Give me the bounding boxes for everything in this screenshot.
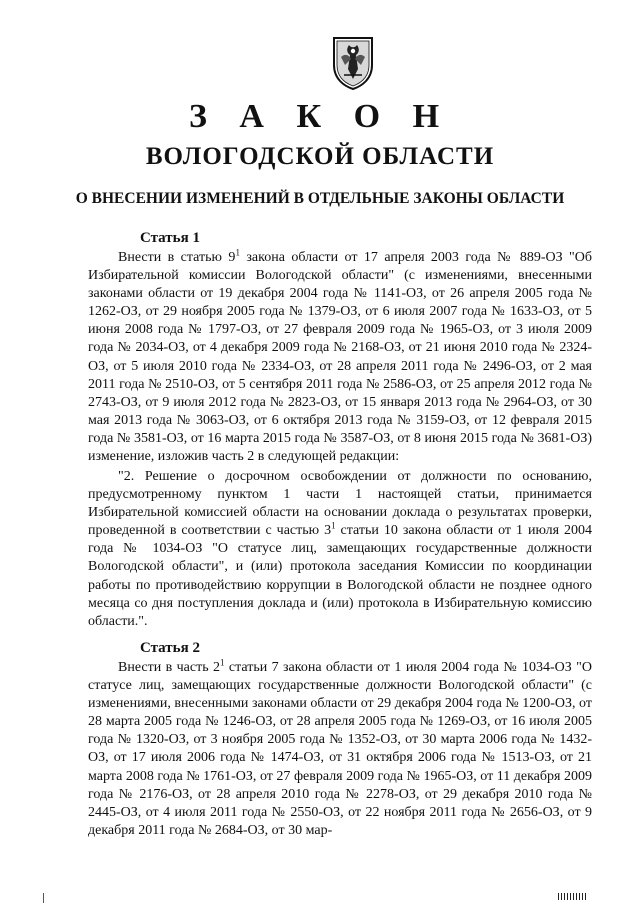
article-2-heading: Статья 2	[140, 640, 200, 656]
article-1-heading: Статья 1	[140, 230, 200, 246]
vologda-coat-of-arms-icon	[331, 35, 375, 91]
document-title: З А К О Н	[188, 98, 452, 135]
article-2-paragraph-1: Внести в часть $2^1$ статьи 7 закона области от 1 июля 2004 года № 1034-ОЗ "О статусе лиц, замещающих государственные должности Вологодской области" (с изменениями, внесенными законами области от 29 декабря 2004 года № 1200-ОЗ, от 28 марта 2005 года № 1246-ОЗ, от 28 апреля 2005 года № 1269-ОЗ, от 16 июля 2005 года № 1320-ОЗ, от 3 ноября 2005 года № 1352-ОЗ, от 30 марта 2006 года № 1432-ОЗ, от 17 июля 2006 года № 1474-ОЗ, от 31 октября 2006 года № 1513-ОЗ, от 21 марта 2008 года № 1761-ОЗ, от 27 февраля 2009 года № 1965-ОЗ, от 11 декабря 2009 года № 2176-ОЗ, от 28 апреля 2010 года № 2278-ОЗ, от 29 декабря 2010 года № 2445-ОЗ, от 4 июля 2011 года № 2550-ОЗ, от 22 ноября 2011 года № 2656-ОЗ, от 9 декабря 2011 года № 2684-ОЗ, от 30 мар-	[88, 657, 592, 838]
article-1-paragraph-2: "2. Решение о досрочном освобождении от должности по основанию, предусмотренному пунктом 1 части 1 настоящей статьи, принимается Избирательной комиссией области на основании доклада о результатах проверки, проведенной в соответствии с частью $3^1$ статьи 10 закона области от 1 июля 2004 года № 1034-ОЗ "О статусе лиц, замещающих государственные должности Вологодской области", и (или) протокола заседания Комиссии по координации работы по противодействию коррупции в Вологодской области не позднее одного месяца со дня поступления доклада и (или) протокола в Избирательную комиссию области.".	[88, 469, 592, 629]
barcode-mark	[558, 893, 588, 900]
law-title: О ВНЕСЕНИИ ИЗМЕНЕНИЙ В ОТДЕЛЬНЫЕ ЗАКОНЫ ОБЛАСТИ	[75, 190, 565, 207]
region-title: ВОЛОГОДСКОЙ ОБЛАСТИ	[145, 143, 495, 170]
article-1-paragraph-1: Внести в статью $9^1$ закона области от 17 апреля 2003 года № 889-ОЗ "Об Избирательной комиссии Вологодской области" (с изменениями, внесенными законами области от 19 декабря 2004 года № 1141-ОЗ, от 26 апреля 2005 года № 1262-ОЗ, от 29 ноября 2005 года № 1379-ОЗ, от 6 июля 2007 года № 1633-ОЗ, от 5 июня 2008 года № 1797-ОЗ, от 27 февраля 2009 года № 1965-ОЗ, от 3 июля 2009 года № 2034-ОЗ, от 4 декабря 2009 года № 2168-ОЗ, от 21 июня 2010 года № 2324-ОЗ, от 5 июля 2010 года № 2334-ОЗ, от 28 апреля 2011 года № 2496-ОЗ, от 2 мая 2011 года № 2510-ОЗ, от 5 сентября 2011 года № 2586-ОЗ, от 25 апреля 2012 года № 2743-ОЗ, от 9 июля 2012 года № 2823-ОЗ, от 15 января 2013 года № 2964-ОЗ, от 30 мая 2013 года № 3063-ОЗ, от 6 октября 2013 года № 3159-ОЗ, от 12 февраля 2015 года № 3581-ОЗ, от 16 марта 2015 года № 3587-ОЗ, от 8 июня 2015 года № 3681-ОЗ) изменение, изложив часть 2 в следующей редакции:	[88, 247, 592, 465]
scan-mark	[43, 893, 44, 903]
